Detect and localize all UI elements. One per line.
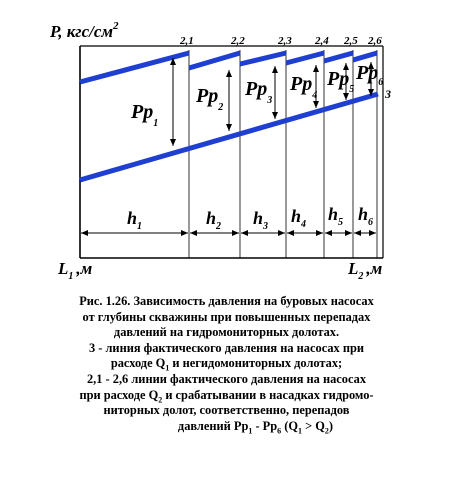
segment-label-2-1: 2,1	[180, 35, 194, 47]
pressure-label-1: $Pp_1$	[131, 101, 159, 129]
depth-label-2: $h_2$	[206, 208, 222, 232]
x-axis-start-label: $L_1$ ,м	[58, 259, 93, 282]
pressure-label-4: $Pp_4$	[290, 73, 318, 101]
depth-label-5: $h_5$	[328, 204, 344, 228]
depth-label-4: $h_4$	[291, 206, 307, 230]
figure-caption	[0, 294, 453, 434]
depth-label-3: $h_3$	[253, 208, 269, 232]
segment-label-2-2: 2,2	[231, 35, 245, 47]
caption-line-6: 2,1 - 2,6 линии фактического давления на насосах	[86, 371, 367, 386]
caption-line-3: давлений на гидромониторных долотах.	[113, 325, 340, 340]
caption-line-4: 3 - линия фактического давления на насосах при	[88, 340, 365, 355]
pressure-label-3: $Pp_3$	[245, 78, 273, 106]
pressure-label-2: $Pp_2$	[196, 85, 224, 113]
y-axis-title: P, кгс/$см^2$	[50, 20, 119, 41]
pressure-label-6: $Pp_6$	[356, 62, 384, 88]
line-2-5	[324, 53, 353, 61]
x-axis-end-label: $L_2$ ,м	[348, 259, 383, 282]
line-2-6	[353, 53, 377, 60]
depth-label-1: $h_1$	[127, 208, 143, 232]
caption-line-9: давлений $Pp_1 - Pp_6$ $(Q_1 > Q_2)$	[177, 418, 334, 436]
caption-line-1: Рис. 1.26. Зависимость давления на буровых насосах	[79, 294, 374, 308]
caption-line-5: расходе $Q_1$ и негидомониторных долотах;	[110, 356, 343, 373]
segment-label-2-6: 2,6	[368, 35, 382, 47]
line-2-2	[189, 53, 240, 68]
depth-label-6: $h_6$	[358, 204, 374, 228]
segment-label-2-3: 2,3	[278, 35, 292, 47]
segment-label-2-4: 2,4	[315, 35, 329, 47]
line-3-label: 3	[385, 87, 391, 101]
pressure-label-5: $Pp_5$	[327, 68, 355, 95]
caption-line-8: ниторных долот, соответственно, перепадов	[103, 403, 350, 418]
caption-line-2: от глубины скважины при повышенных перепадах	[82, 309, 371, 324]
line-2-4	[286, 53, 324, 63]
segment-label-2-5: 2,5	[344, 35, 358, 47]
line-2-3	[240, 53, 286, 64]
caption-line-7: при расходе $Q_2$ и срабатывании в насадках гидромо-	[79, 387, 374, 405]
